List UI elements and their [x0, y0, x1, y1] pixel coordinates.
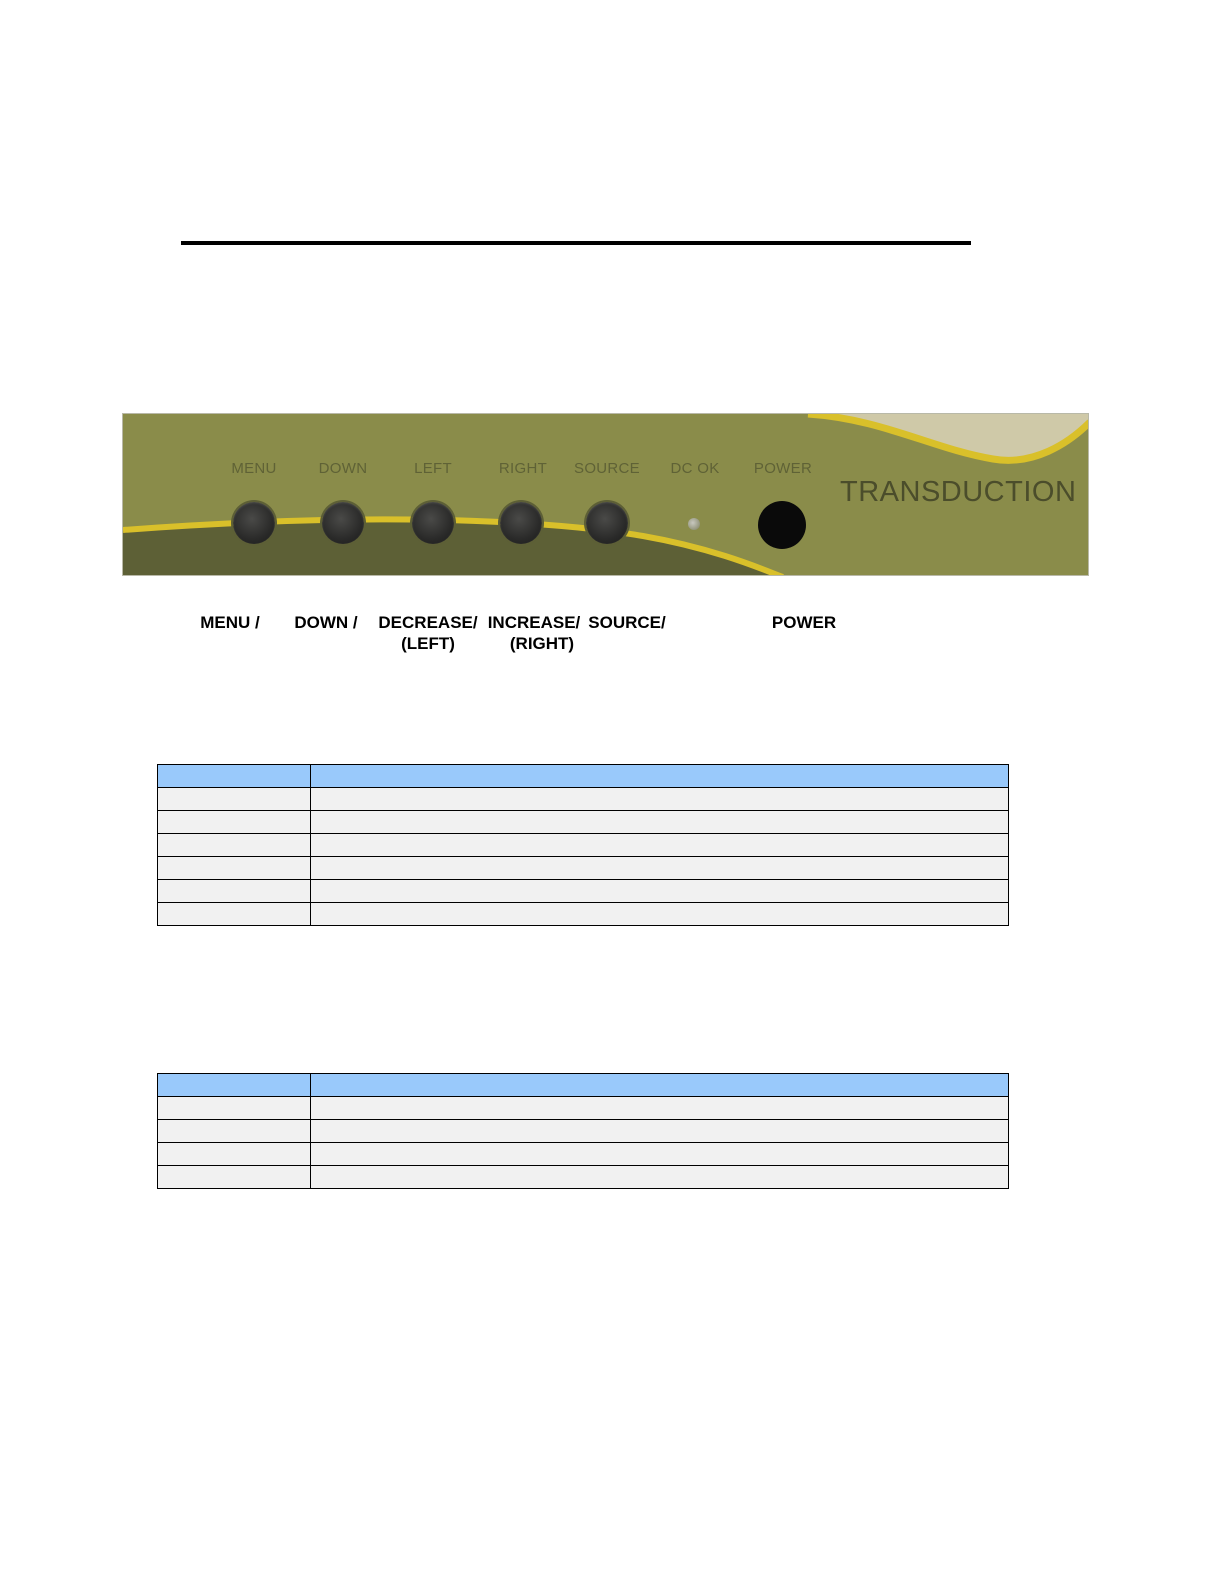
table-cell: [311, 903, 1009, 926]
panel-label-source: SOURCE: [574, 460, 640, 477]
table-1: [157, 764, 1009, 926]
table-row: [158, 1097, 1009, 1120]
table-cell: [158, 1120, 311, 1143]
table-cell: [158, 1143, 311, 1166]
caption-line-2: (LEFT): [401, 634, 455, 653]
caption-decrease: [378, 612, 477, 654]
table-row: [158, 834, 1009, 857]
table-cell: [311, 788, 1009, 811]
caption-line: DECREASE/: [378, 613, 478, 632]
panel-label-power: POWER: [753, 460, 813, 477]
table-header-cell: [311, 765, 1009, 788]
table-cell: [158, 880, 311, 903]
caption-power: [772, 612, 836, 633]
table-row: [158, 1166, 1009, 1189]
caption-menu: [200, 612, 260, 633]
down-button[interactable]: [322, 502, 364, 544]
panel-label-right: RIGHT: [498, 460, 548, 477]
table-cell: [311, 1120, 1009, 1143]
table-header-cell: [158, 765, 311, 788]
table-cell: [158, 811, 311, 834]
table-cell: [158, 1166, 311, 1189]
caption-line: POWER: [771, 613, 837, 632]
power-button[interactable]: [758, 501, 806, 549]
table-header-cell: [311, 1074, 1009, 1097]
table-row: [158, 1143, 1009, 1166]
dc-ok-led-icon: [688, 518, 700, 530]
caption-line: DOWN /: [294, 613, 358, 632]
table-header-cell: [158, 1074, 311, 1097]
table-cell: [311, 1143, 1009, 1166]
panel-label-down: DOWN: [318, 460, 368, 477]
horizontal-rule: [181, 241, 971, 245]
table-cell: [311, 880, 1009, 903]
table-cell: [158, 857, 311, 880]
table-cell: [158, 834, 311, 857]
table-row: [158, 857, 1009, 880]
panel-label-left: LEFT: [414, 460, 452, 477]
panel-label-menu: MENU: [231, 460, 277, 477]
table-cell: [158, 1097, 311, 1120]
caption-line-2: (RIGHT): [509, 634, 575, 653]
caption-line: SOURCE/: [588, 613, 666, 632]
right-button[interactable]: [500, 502, 542, 544]
table-2: [157, 1073, 1009, 1189]
caption-line: MENU /: [200, 613, 260, 632]
table-row: [158, 880, 1009, 903]
table-cell: [311, 834, 1009, 857]
menu-button[interactable]: [233, 502, 275, 544]
table-cell: [311, 811, 1009, 834]
table-header-row: [158, 1074, 1009, 1097]
control-panel-photo: [122, 413, 1089, 576]
caption-down: [294, 612, 357, 633]
table-header-row: [158, 765, 1009, 788]
brand-logo: TRANSDUCTION: [840, 476, 1077, 508]
table-cell: [158, 788, 311, 811]
left-button[interactable]: [412, 502, 454, 544]
caption-line: INCREASE/: [487, 613, 581, 632]
caption-increase: [488, 612, 581, 654]
panel-label-dc-ok: DC OK: [670, 460, 720, 477]
table-row: [158, 1120, 1009, 1143]
table-cell: [158, 903, 311, 926]
table-cell: [311, 1166, 1009, 1189]
table-cell: [311, 1097, 1009, 1120]
table-row: [158, 788, 1009, 811]
source-button[interactable]: [586, 502, 628, 544]
table-row: [158, 811, 1009, 834]
caption-source: [588, 612, 665, 633]
table-row: [158, 903, 1009, 926]
table-cell: [311, 857, 1009, 880]
